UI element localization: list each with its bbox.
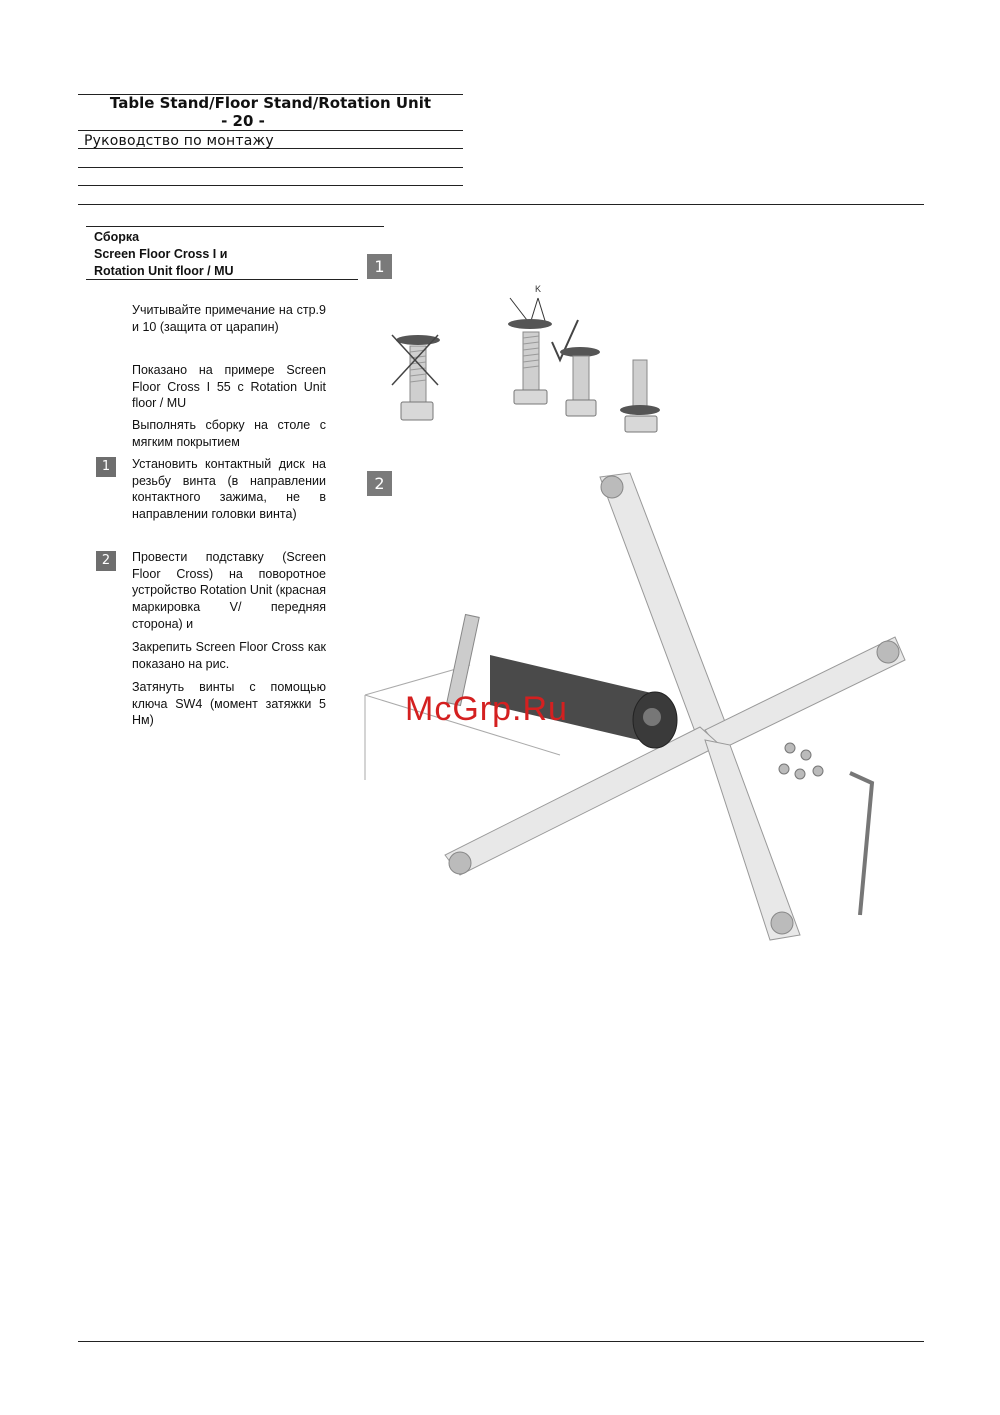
page-number: - 20 - <box>221 112 265 130</box>
footer-rule <box>78 1341 924 1342</box>
screw-right-icon <box>508 284 660 432</box>
section-title-line-1: Сборка <box>94 230 140 244</box>
cross-arm-3 <box>445 727 720 875</box>
section-title-line-3: Rotation Unit floor / MU <box>94 264 234 278</box>
screw-wrong-icon <box>392 335 440 420</box>
section-title <box>94 229 354 280</box>
step-badge-2: 2 <box>96 551 116 571</box>
section-rule-bottom <box>86 279 358 280</box>
note-soft-table: Выполнять сборку на столе с мягким покрытием <box>132 418 326 449</box>
document-subtitle: Руководство по монтажу <box>84 133 274 149</box>
step-1-text: Установить контактный диск на резьбу винта (в направлении контактного зажима, не в направлении головки винта) <box>132 457 326 522</box>
step-badge-1: 1 <box>96 457 116 477</box>
step-2-tighten-text: Затянуть винты с помощью ключа SW4 (момент затяжки 5 Нм) <box>132 680 326 728</box>
section-rule-top <box>86 226 384 227</box>
figure-1-screws <box>380 280 680 440</box>
document-title: Table Stand/Floor Stand/Rotation Unit <box>109 94 432 112</box>
watermark: McGrp.Ru <box>405 690 568 728</box>
header-rule-4 <box>78 167 463 168</box>
section-title-line-2: Screen Floor Cross I и <box>94 247 228 261</box>
note-scratch-protection: Учитывайте примечание на стр.9 и 10 (защита от царапин) <box>132 303 326 334</box>
cross-arm-2 <box>705 637 905 750</box>
figure-badge-2: 2 <box>367 471 392 496</box>
label-k: K <box>535 284 542 294</box>
header-rule-full <box>78 204 924 205</box>
figure-badge-1: 1 <box>367 254 392 279</box>
header-rule-2 <box>78 130 463 131</box>
step-2-text: Провести подставку (Screen Floor Cross) на поворотное устройство Rotation Unit (красная маркировка V/ передняя сторона) и <box>132 550 327 631</box>
header-rule-5 <box>78 185 463 186</box>
step-2-fasten-text: Закрепить Screen Floor Cross как показано на рис. <box>132 640 326 671</box>
note-example: Показано на примере Screen Floor Cross I 55 с Rotation Unit floor / MU <box>132 363 326 411</box>
screw-set <box>779 743 823 779</box>
hex-key <box>850 773 872 915</box>
